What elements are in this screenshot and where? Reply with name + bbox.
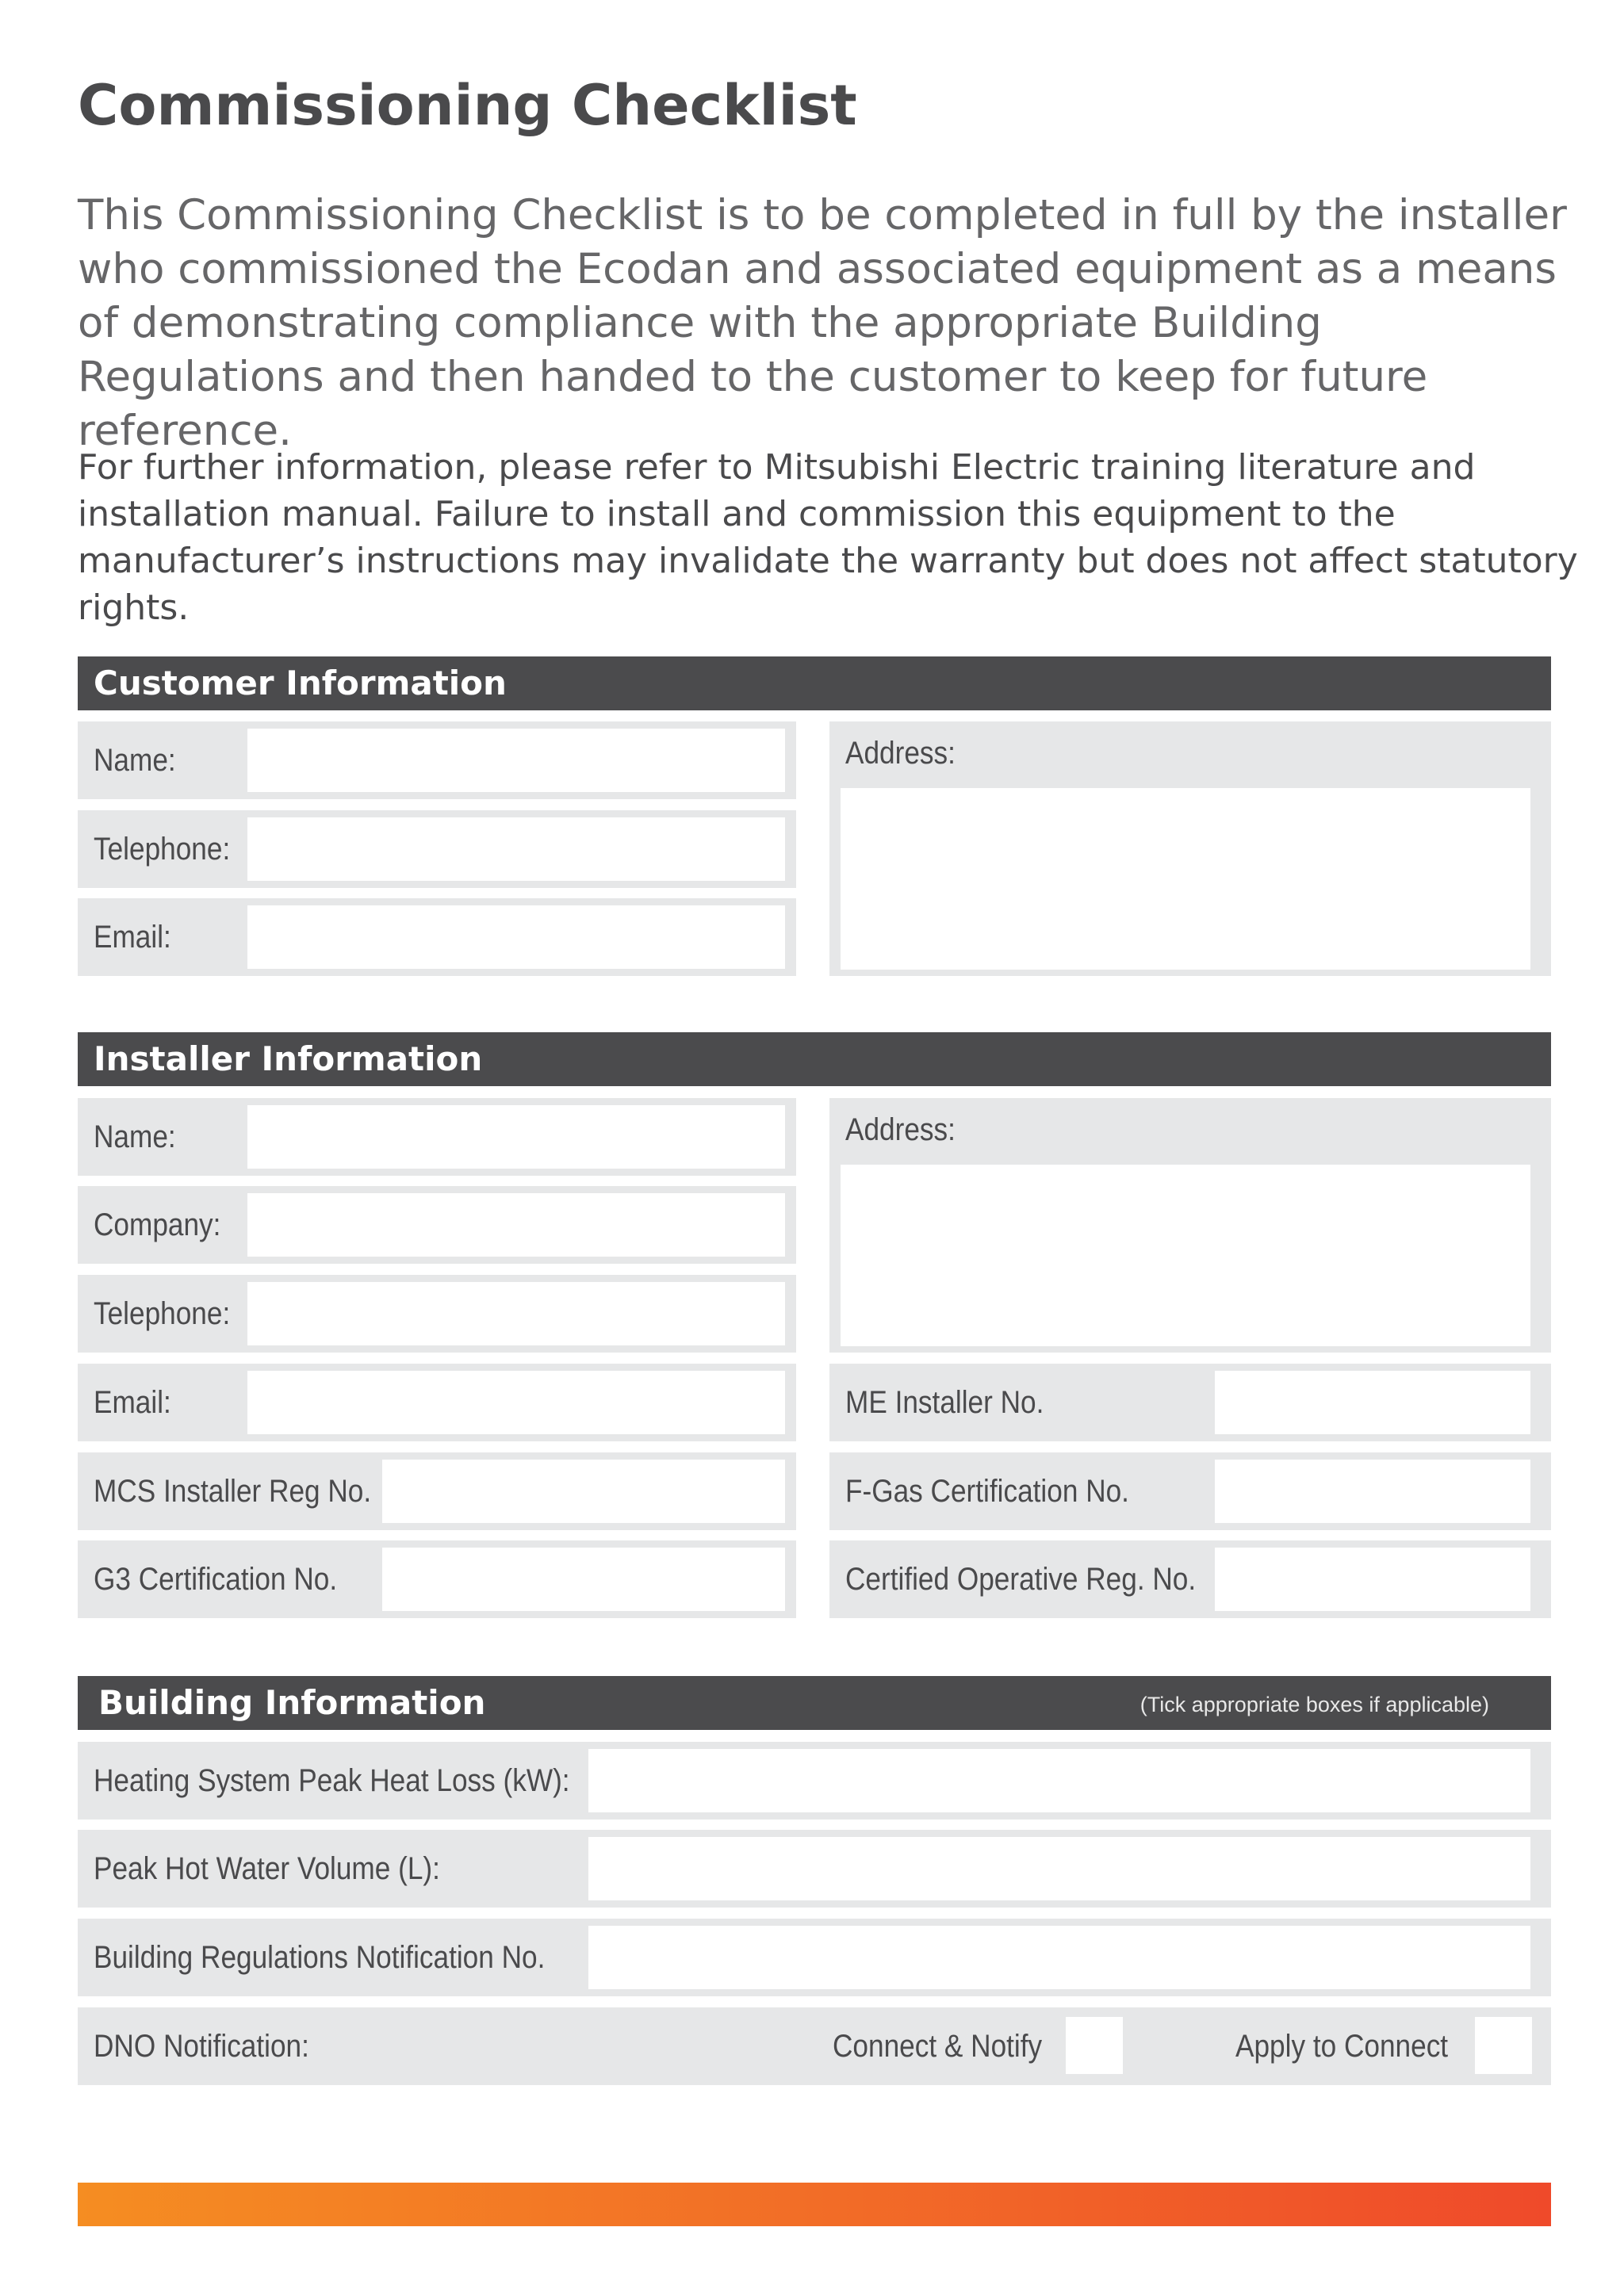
g3-cert-label: G3 Certification No. — [94, 1561, 338, 1597]
certified-operative-row — [829, 1540, 1551, 1618]
installer-telephone-input[interactable] — [247, 1282, 785, 1345]
mcs-reg-row — [78, 1452, 796, 1530]
fgas-cert-label: F-Gas Certification No. — [845, 1473, 1129, 1509]
customer-email-label: Email: — [94, 919, 171, 955]
installer-company-input[interactable] — [247, 1193, 785, 1257]
installer-address-label: Address: — [845, 1112, 956, 1147]
building-regs-input[interactable] — [588, 1926, 1530, 1989]
customer-info-header — [78, 656, 1551, 710]
installer-info-header — [78, 1032, 1551, 1086]
dno-notification-label: DNO Notification: — [94, 2028, 309, 2064]
installer-company-label: Company: — [94, 1207, 221, 1242]
connect-notify-label: Connect & Notify — [833, 2028, 1043, 2064]
installer-email-label: Email: — [94, 1384, 171, 1420]
installer-telephone-row — [78, 1275, 796, 1353]
peak-heat-loss-row — [78, 1742, 1551, 1820]
building-regs-label: Building Regulations Notification No. — [94, 1939, 546, 1975]
certified-operative-input[interactable] — [1215, 1548, 1530, 1611]
customer-name-label: Name: — [94, 742, 176, 778]
customer-name-row — [78, 721, 796, 799]
customer-email-input[interactable] — [247, 905, 785, 969]
installer-name-input[interactable] — [247, 1105, 785, 1169]
mcs-reg-label: MCS Installer Reg No. — [94, 1473, 372, 1509]
customer-name-input[interactable] — [247, 729, 785, 792]
installer-telephone-label: Telephone: — [94, 1295, 231, 1331]
me-installer-no-label: ME Installer No. — [845, 1384, 1044, 1420]
apply-connect-checkbox[interactable] — [1475, 2017, 1532, 2074]
dno-notification-row — [78, 2007, 1551, 2085]
fgas-cert-input[interactable] — [1215, 1460, 1530, 1523]
customer-address-label: Address: — [845, 736, 956, 771]
building-regs-row — [78, 1919, 1551, 1996]
installer-email-row — [78, 1364, 796, 1441]
tick-boxes-note: (Tick appropriate boxes if applicable) — [1139, 1693, 1489, 1716]
apply-connect-label: Apply to Connect — [1235, 2028, 1449, 2064]
info-note-paragraph: For further information, please refer to Mitsubishi Electric training literature and installation manual. Failure to install and commission this equipment to the manufacturer’s instructions may invalidate the warranty but does not affect statutory rights. — [78, 447, 1578, 628]
page-title: Commissioning Checklist — [78, 73, 857, 138]
mcs-reg-input[interactable] — [382, 1460, 785, 1523]
intro-paragraph: This Commissioning Checklist is to be completed in full by the installer who commissioned the Ecodan and associated equipment as a means of demonstrating compliance with the appropriate Building Regulations and then handed to the customer to keep for future reference. — [78, 191, 1567, 455]
hot-water-volume-row — [78, 1830, 1551, 1908]
connect-notify-checkbox[interactable] — [1066, 2017, 1123, 2074]
customer-info-heading: Customer Information — [94, 664, 507, 702]
certified-operative-label: Certified Operative Reg. No. — [845, 1561, 1197, 1597]
installer-name-row — [78, 1098, 796, 1176]
building-info-header — [78, 1676, 1551, 1730]
installer-email-input[interactable] — [247, 1371, 785, 1434]
installer-info-heading: Installer Information — [94, 1039, 483, 1078]
customer-telephone-input[interactable] — [247, 817, 785, 881]
customer-address-input[interactable] — [841, 788, 1530, 970]
me-installer-no-row — [829, 1364, 1551, 1441]
customer-telephone-row — [78, 810, 796, 888]
fgas-cert-row — [829, 1452, 1551, 1530]
peak-heat-loss-label: Heating System Peak Heat Loss (kW): — [94, 1762, 570, 1798]
g3-cert-input[interactable] — [382, 1548, 785, 1611]
g3-cert-row — [78, 1540, 796, 1618]
hot-water-volume-label: Peak Hot Water Volume (L): — [94, 1850, 440, 1886]
installer-company-row — [78, 1186, 796, 1264]
customer-address-block — [829, 721, 1551, 976]
building-info-heading: Building Information — [98, 1683, 486, 1722]
customer-telephone-label: Telephone: — [94, 831, 231, 867]
installer-name-label: Name: — [94, 1119, 176, 1154]
hot-water-volume-input[interactable] — [588, 1837, 1530, 1900]
installer-address-block — [829, 1098, 1551, 1353]
footer-accent-bar — [78, 2183, 1551, 2226]
installer-address-input[interactable] — [841, 1165, 1530, 1346]
peak-heat-loss-input[interactable] — [588, 1749, 1530, 1812]
me-installer-no-input[interactable] — [1215, 1371, 1530, 1434]
customer-email-row — [78, 898, 796, 976]
